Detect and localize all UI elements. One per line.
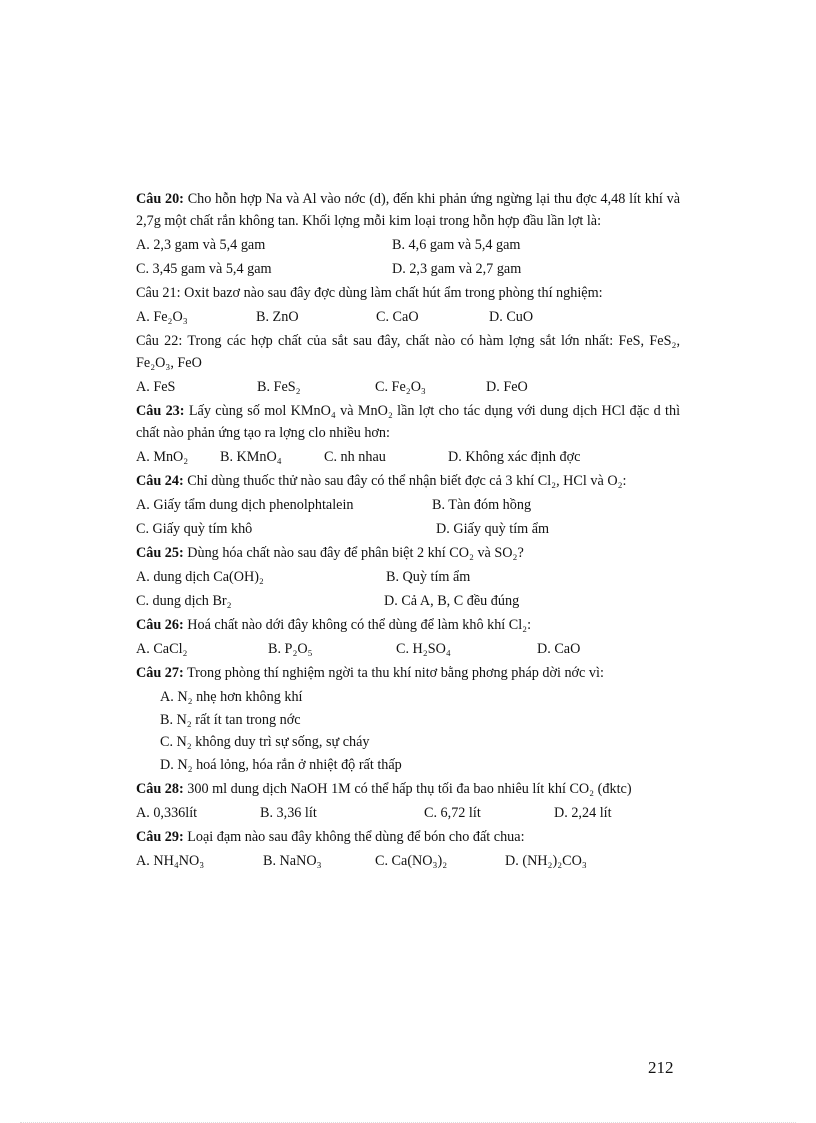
question-25: [136, 542, 680, 612]
answer-row: [136, 565, 680, 588]
option-b: B. Quỳ tím ẩm: [386, 568, 471, 585]
option-b: B. ZnO: [256, 308, 299, 325]
option-c: C. N₂ không duy trì sự sống, sự cháy: [160, 734, 370, 750]
option-d: D. Giấy quỳ tím ẩm: [436, 520, 550, 537]
question-number: Câu 23:: [136, 403, 185, 419]
question-23: [136, 400, 680, 468]
option-c: C. 3,45 gam và 5,4 gam: [136, 260, 272, 277]
option-b: B. 4,6 gam và 5,4 gam: [392, 236, 521, 253]
option-d: D. CaO: [537, 640, 581, 657]
question-22: [136, 330, 680, 398]
answer-list: [160, 686, 680, 776]
option-d: D. CuO: [489, 308, 534, 325]
question-number: Câu 24:: [136, 473, 184, 489]
option-a: A. Fe₂O₃: [136, 308, 188, 325]
option-d: D. N₂ hoá lỏng, hóa rắn ở nhiệt độ rất thấp: [160, 756, 402, 773]
answer-row: [136, 849, 680, 872]
option-b: B. KMnO₄: [220, 448, 282, 465]
answer-row: [136, 493, 680, 516]
question-text: [136, 542, 680, 564]
option-c: C. H₂SO₄: [396, 640, 451, 657]
option-d: D. 2,24 lít: [554, 804, 612, 821]
option-c: C. Ca(NO₃)₂: [375, 852, 448, 869]
option-a: A. N₂ nhẹ hơn không khí: [160, 689, 303, 705]
option-a: A. dung dịch Ca(OH)₂: [136, 568, 264, 585]
option-d: D. FeO: [486, 378, 528, 395]
question-text: [136, 662, 680, 684]
question-text: Câu 22: Trong các hợp chất của sắt sau đây, chất nào có hàm lợng sắt lớn nhất: FeS, FeS₂, Fe₂O₃, FeO: [136, 333, 680, 371]
option-a: A. CaCl₂: [136, 640, 188, 657]
question-body: Chỉ dùng thuốc thử nào sau đây có thể nhận biết đợc cả 3 khí Cl₂, HCl và O₂:: [187, 473, 627, 489]
answer-row: [136, 445, 680, 468]
option-a: A. NH₄NO₃: [136, 852, 205, 869]
question-body: 300 ml dung dịch NaOH 1M có thể hấp thụ tối đa bao nhiêu lít khí CO₂ (đktc): [187, 781, 632, 797]
question-text: [136, 778, 680, 800]
question-list: [136, 188, 680, 872]
question-number: Câu 25:: [136, 545, 184, 561]
question-body: Loại đạm nào sau đây không thể dùng để bón cho đất chua:: [187, 829, 525, 845]
question-26: [136, 614, 680, 660]
option-c: C. 6,72 lít: [424, 804, 481, 821]
question-29: [136, 826, 680, 872]
question-text: [136, 188, 680, 232]
answer-row: [136, 637, 680, 660]
question-body: Lấy cùng số mol KMnO₄ và MnO₂ lần lợt cho tác dụng với dung dịch HCl đặc d thì chất nào phản ứng tạo ra lợng clo nhiều hơn:: [136, 403, 681, 441]
option-c: C. Fe₂O₃: [375, 378, 426, 395]
question-number: Câu 29:: [136, 829, 184, 845]
option-b: B. Tàn đóm hồng: [432, 496, 532, 513]
question-body: Hoá chất nào dới đây không có thể dùng để làm khô khí Cl₂:: [187, 617, 532, 633]
question-text: [136, 470, 680, 492]
answer-row: [136, 801, 680, 824]
question-number: Câu 26:: [136, 617, 184, 633]
page-number: 212: [648, 1058, 674, 1077]
option-d: D. (NH₂)₂CO₃: [505, 852, 587, 869]
option-c: C. nh nhau: [324, 448, 386, 465]
option-c: C. dung dịch Br₂: [136, 592, 232, 609]
answer-row: [136, 517, 680, 540]
option-b: B. N₂ rất ít tan trong nớc: [160, 711, 301, 728]
option-c: C. Giấy quỳ tím khô: [136, 520, 253, 537]
question-text: [136, 826, 680, 848]
option-a: A. 2,3 gam và 5,4 gam: [136, 236, 266, 253]
question-text: [136, 400, 680, 444]
question-text: [136, 614, 680, 636]
answer-row: [136, 233, 680, 256]
question-28: [136, 778, 680, 824]
question-21: [136, 282, 680, 328]
option-d: D. Cả A, B, C đều đúng: [384, 592, 520, 609]
question-body: Trong phòng thí nghiệm ngời ta thu khí nitơ bằng phơng pháp dời nớc vì:: [187, 665, 604, 681]
option-b: B. P₂O₅: [268, 640, 313, 657]
option-c: C. CaO: [376, 308, 419, 325]
option-a: A. FeS: [136, 378, 176, 395]
question-number: Câu 28:: [136, 781, 184, 797]
option-d: D. 2,3 gam và 2,7 gam: [392, 260, 522, 277]
question-27: [136, 662, 680, 776]
answer-row: [136, 257, 680, 280]
option-a: A. MnO₂: [136, 448, 189, 465]
option-b: B. FeS₂: [257, 378, 301, 395]
question-text: Câu 21: Oxit bazơ nào sau đây đợc dùng làm chất hút ẩm trong phòng thí nghiệm:: [136, 285, 603, 301]
answer-row: [136, 305, 680, 328]
option-a: A. Giấy tẩm dung dịch phenolphtalein: [136, 496, 354, 513]
option-b: B. NaNO₃: [263, 852, 322, 869]
question-20: [136, 188, 680, 280]
question-number: Câu 20:: [136, 191, 184, 207]
question-body: Cho hỗn hợp Na và Al vào nớc (d), đến khi phản ứng ngừng lại thu đợc 4,48 lít khí và 2,7g một chất rắn không tan. Khối lợng mỗi kim loại trong hỗn hợp đầu lần lợt là:: [136, 191, 681, 229]
question-body: Dùng hóa chất nào sau đây để phân biệt 2 khí CO₂ và SO₂?: [187, 545, 524, 561]
answer-row: [136, 375, 680, 398]
option-a: A. 0,336lít: [136, 804, 198, 821]
question-number: Câu 27:: [136, 665, 184, 681]
question-24: [136, 470, 680, 540]
option-b: B. 3,36 lít: [260, 804, 317, 821]
option-d: D. Không xác định đợc: [448, 448, 581, 465]
answer-row: [136, 589, 680, 612]
